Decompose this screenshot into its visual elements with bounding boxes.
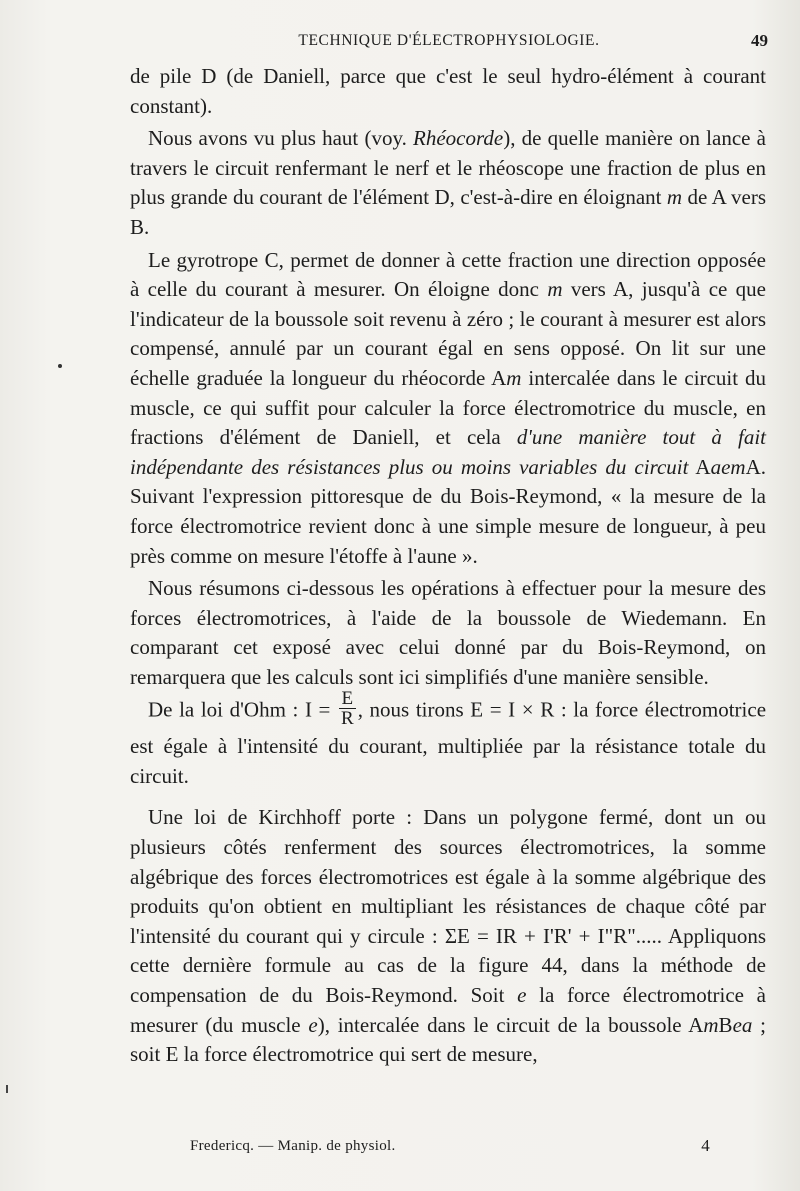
paragraph [130, 62, 766, 121]
italic-text-run: ea [732, 1012, 753, 1037]
text-run: Nous avons vu plus haut (voy. [148, 126, 414, 151]
text-run: B [718, 1012, 733, 1037]
margin-tick-mark [6, 1085, 8, 1093]
text-run: Nous résumons ci-dessous les opérations à effectuer pour la mesure des forces électromotrices, à l'aide de la boussole de Wiedemann. En comparant cet exposé avec celui donné par du Bois-Reymond, on remarquera que les calculs sont ici simplifiés d'une manière sensible. [130, 576, 766, 689]
italic-text-run: Rhéocorde [413, 126, 504, 151]
fraction-denominator: R [341, 708, 354, 730]
text-run: A. Suivant l'expression pittoresque de du Bois-Reymond, « la mesure de la force électromotrice revient donc à une simple mesure de longueur, à peu près comme on mesure l'étoffe à l'aune ». [130, 454, 766, 568]
text-run: A [688, 454, 711, 479]
ohm-law-paragraph [130, 688, 767, 791]
text-run: ), intercalée dans le circuit de la boussole A [317, 1012, 704, 1037]
body-text [130, 62, 766, 1070]
text-run: vers A, jusqu'à ce que l'indicateur de la boussole soit revenu à zéro ; le courant à mesurer est alors compensé, annulé par un courant égal en sens opposé. On lit sur une échelle graduée la longueur du rhéocorde A [130, 277, 766, 390]
italic-text-run: m [666, 185, 683, 210]
italic-text-run: m [506, 365, 522, 390]
paragraph [130, 574, 766, 692]
text-run: Une loi de Kirchhoff porte : Dans un polygone fermé, dont un ou plusieurs côtés renferment des sources électromotrices, la somme algébrique des forces électromotrices est égale à la somme algébrique des produits qu'on obtient en multipliant les résistances de chaque côté par l'intensité du courant qui y circule : ΣE = IR + I'R' + I"R"..... Appliquons cette dernière formule au cas de la figure 44, dans la méthode de compensation de du Bois-Reymond. Soit [130, 805, 766, 1008]
text-run: ), de quelle manière on lance à travers le circuit renfermant le nerf et le rhéoscope une fraction de plus en plus grande du courant de l'élément D, c'est-à-dire en éloignant [130, 126, 766, 210]
italic-text-run: e [308, 1012, 318, 1037]
margin-mark [58, 364, 62, 368]
italic-text-run: e [517, 983, 527, 1008]
text-run: la force électromotrice à mesurer (du muscle [130, 983, 766, 1037]
footer-signature: Fredericq. — Manip. de physiol. [190, 1138, 396, 1154]
page-number: 49 [751, 31, 768, 50]
page-footer [190, 1138, 710, 1164]
text-run: Le gyrotrope C, permet de donner à cette fraction une direction opposée à celle du courant à mesurer. On éloigne donc [130, 247, 766, 302]
italic-text-run: m [703, 1012, 719, 1037]
running-header [130, 30, 768, 54]
fraction-e-over-r [339, 689, 356, 728]
paragraph [130, 246, 766, 572]
paragraph [130, 124, 766, 242]
paragraph [130, 803, 766, 1069]
formula-lead-text: De la loi d'Ohm : I = [148, 697, 331, 722]
italic-text-run: m [547, 277, 563, 302]
text-run: de pile D (de Daniell, parce que c'est le seul hydro-élément à courant constant). [130, 64, 766, 118]
formula-trailing-text: , nous tirons E = I × R : la force électromotrice est égale à l'intensité du courant, multipliée par la résistance totale du circuit. [130, 697, 767, 789]
paragraphs-after-formula [130, 803, 766, 1069]
italic-text-run: d'une manière tout à fait indépendante des résistances plus ou moins variables du circuit [130, 425, 766, 479]
text-run: de A vers B. [130, 185, 766, 239]
paragraphs-before-formula [130, 62, 766, 692]
text-run: ; soit E la force électromotrice qui sert de mesure, [130, 1012, 766, 1067]
italic-text-run: aem [710, 454, 746, 479]
running-title: TECHNIQUE D'ÉLECTROPHYSIOLOGIE. [298, 32, 600, 49]
footer-sheet-number: 4 [701, 1136, 710, 1155]
text-run: intercalée dans le circuit du muscle, ce qui suffit pour calculer la force électromotrice du muscle, en fractions d'élément de Daniell, et cela [130, 365, 767, 450]
fraction-numerator: E [339, 689, 356, 709]
